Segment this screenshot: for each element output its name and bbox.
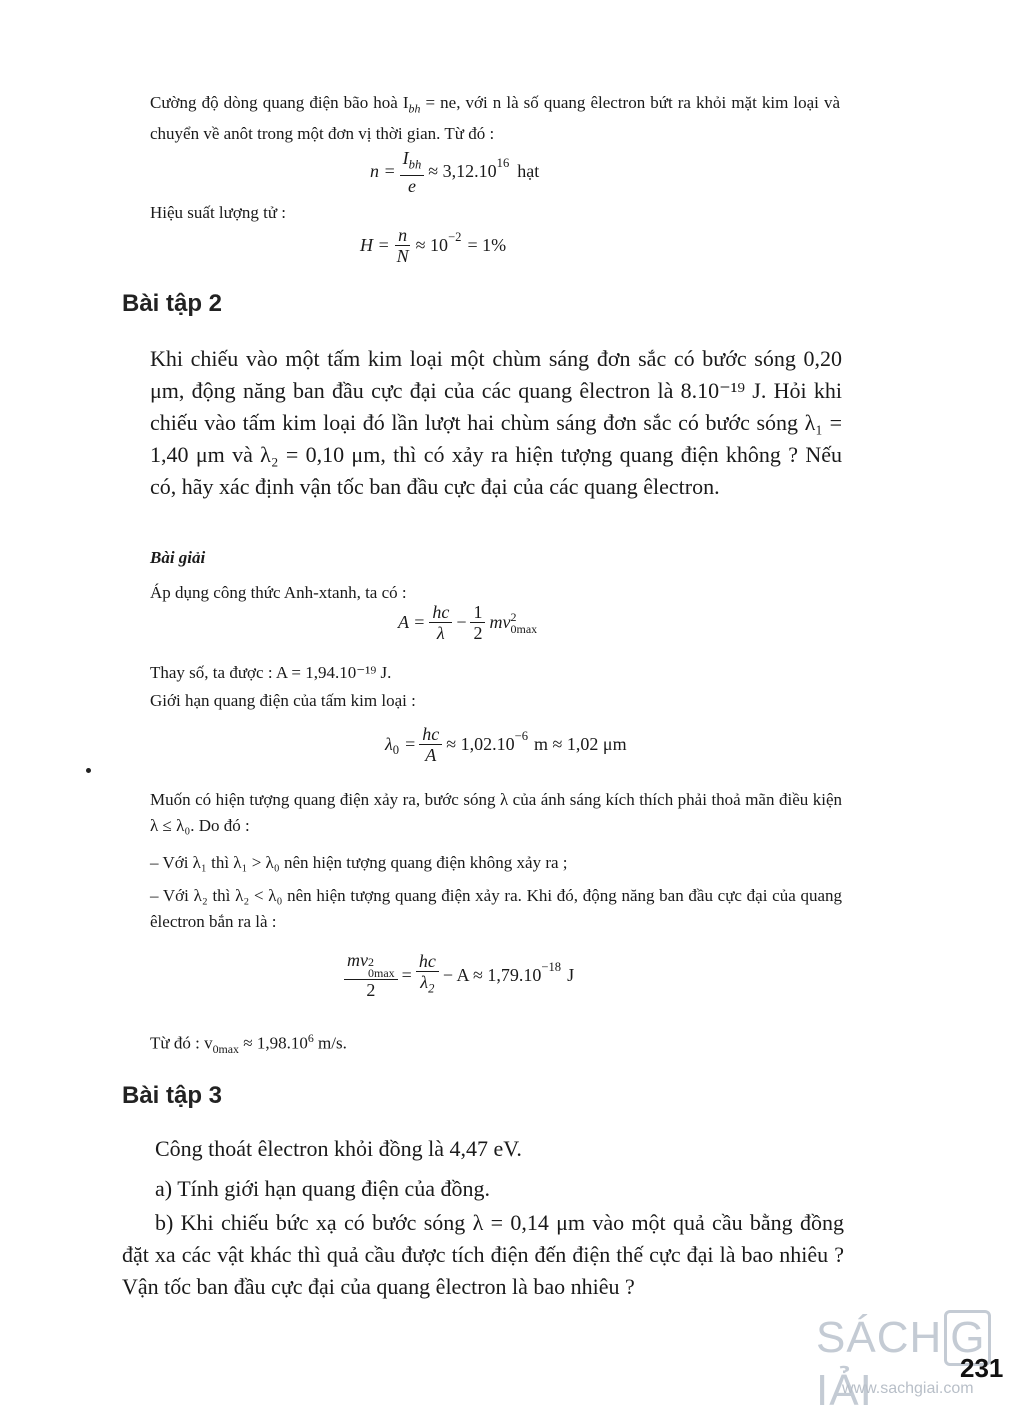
logo-box-letter: G bbox=[944, 1310, 991, 1366]
intro-text: Cường độ dòng quang điện bão hoà I bbox=[150, 93, 409, 112]
formula-einstein bbox=[398, 602, 537, 643]
solution-velocity bbox=[150, 1025, 347, 1062]
velocity-sup: 6 bbox=[307, 1031, 314, 1045]
formula-einstein-tail: mv bbox=[489, 612, 511, 632]
formula-einstein-frac1 bbox=[429, 602, 452, 643]
formula-threshold-rhs: ≈ 1,02.10 bbox=[446, 734, 515, 754]
formula-kinetic-eq: = bbox=[401, 964, 412, 985]
formula-kinetic-rhs: − A ≈ 1,79.10 bbox=[442, 964, 542, 985]
formula-n-num-sub: bh bbox=[408, 157, 422, 172]
formula-kinetic-frac2 bbox=[416, 951, 439, 999]
efficiency-label: Hiệu suất lượng tử : bbox=[150, 203, 287, 222]
formula-threshold-lhs-sub: 0 bbox=[392, 743, 400, 757]
formula-h-den: N bbox=[396, 246, 409, 266]
formula-n-lhs: n = bbox=[370, 161, 396, 182]
solution-case-2: – Với λ₂ thì λ₂ < λ₀ nên hiện tượng quang điện xảy ra. Khi đó, động năng ban đầu cực đại của quang êlectron bắn ra là : bbox=[150, 886, 842, 931]
watermark-url: www.sachgiai.com bbox=[842, 1380, 974, 1397]
formula-threshold-eq: = bbox=[405, 734, 416, 754]
velocity-value: ≈ 1,98.10 bbox=[239, 1033, 308, 1053]
formula-threshold-sup: −6 bbox=[514, 729, 529, 743]
intro-paragraph bbox=[150, 90, 840, 147]
formula-einstein-den1: λ bbox=[436, 623, 445, 643]
formula-n-unit: hạt bbox=[517, 161, 540, 182]
formula-einstein-num1: hc bbox=[429, 602, 452, 623]
velocity-text: Từ đó : v bbox=[150, 1033, 213, 1053]
page-number: 231 bbox=[960, 1353, 1004, 1383]
formula-threshold-fraction bbox=[419, 724, 442, 765]
intro-text-rest: = ne, với n là số quang êlectron bứt ra khỏi mặt kim loại và chuyển về anôt trong một đơn vị thời gian. Từ đó : bbox=[150, 93, 840, 144]
solution-einstein-text: Áp dụng công thức Anh-xtanh, ta có : bbox=[150, 583, 407, 602]
formula-h-lhs: H = bbox=[360, 235, 390, 255]
formula-n-sup: 16 bbox=[496, 156, 510, 171]
exercise-2-text: Khi chiếu vào một tấm kim loại một chùm sáng đơn sắc có bước sóng 0,20 μm, động năng ban đầu cực đại của các quang êlectron là 8.10⁻¹⁹ J. Hỏi khi chiếu vào tấm kim loại đó lần lượt hai chùm sáng đơn sắc có bước sóng λ₁ = 1,40 μm và λ₂ = 0,10 μm, thì có xảy ra hiện tượng quang điện không ? Nếu có, hãy xác định vận tốc ban đầu cực đại của các quang êlectron. bbox=[150, 346, 842, 499]
formula-threshold-num: hc bbox=[419, 724, 442, 745]
formula-einstein-tail-sup: 2 bbox=[510, 609, 517, 624]
logo-text-right: IẢI bbox=[816, 1366, 873, 1415]
solution-case-1: – Với λ₁ thì λ₁ > λ₀ nên hiện tượng quang điện không xảy ra ; bbox=[150, 853, 568, 872]
exercise-3-part-a: a) Tính giới hạn quang điện của đồng. bbox=[155, 1176, 491, 1201]
formula-kinetic-frac1 bbox=[344, 950, 398, 1000]
formula-n-den: e bbox=[407, 175, 416, 196]
formula-h-rhs: ≈ 10 bbox=[415, 235, 449, 255]
formula-threshold-lhs: λ bbox=[385, 734, 393, 754]
formula-kinetic-num1-sub: 0max bbox=[368, 966, 395, 980]
formula-n bbox=[370, 148, 539, 196]
exercise-3-part-b: b) Khi chiếu bức xạ có bước sóng λ = 0,14 μm vào một quả cầu bằng đồng đặt xa các vật khác thì quả cầu được tích điện đến điện thế cực đại là bao nhiêu ? Vận tốc ban đầu cực đại của quang êlectron là bao nhiêu ? bbox=[122, 1210, 844, 1299]
formula-kinetic-den2: λ bbox=[420, 972, 429, 993]
formula-threshold bbox=[385, 724, 627, 765]
formula-einstein-num2: 1 bbox=[470, 602, 485, 623]
formula-n-num: I bbox=[402, 148, 409, 168]
exercise-3-intro: Công thoát êlectron khỏi đồng là 4,47 eV. bbox=[155, 1136, 522, 1161]
formula-kinetic-num1: mv bbox=[347, 950, 368, 970]
formula-h-num: n bbox=[395, 225, 410, 246]
formula-threshold-rest: m ≈ 1,02 μm bbox=[534, 734, 627, 754]
formula-n-rhs: ≈ 3,12.10 bbox=[428, 161, 497, 182]
formula-h-fraction bbox=[394, 225, 412, 266]
solution-threshold-label: Giới hạn quang điện của tấm kim loại : bbox=[150, 691, 416, 710]
formula-kinetic-unit: J bbox=[567, 964, 575, 985]
velocity-unit: m/s. bbox=[313, 1033, 347, 1053]
intro-sub: bh bbox=[408, 101, 421, 116]
formula-n-fraction bbox=[400, 148, 425, 196]
velocity-sub: 0max bbox=[212, 1042, 239, 1057]
formula-einstein-frac2 bbox=[470, 602, 485, 643]
formula-kinetic-num2: hc bbox=[416, 951, 439, 972]
formula-kinetic-sup: −18 bbox=[541, 959, 562, 974]
formula-h-rest: = 1% bbox=[467, 235, 507, 255]
formula-kinetic-den1: 2 bbox=[366, 980, 376, 1000]
formula-kinetic bbox=[340, 950, 574, 1000]
solution-label: Bài giải bbox=[150, 548, 206, 567]
formula-threshold-den: A bbox=[425, 745, 437, 765]
formula-h bbox=[360, 225, 506, 266]
logo-text-left: SÁCH bbox=[816, 1313, 943, 1362]
formula-einstein-minus: − bbox=[456, 612, 467, 632]
formula-einstein-den2: 2 bbox=[473, 623, 483, 643]
formula-einstein-tail-sub: 0max bbox=[510, 621, 538, 636]
solution-condition-text: Muốn có hiện tượng quang điện xảy ra, bước sóng λ của ánh sáng kích thích phải thoả mãn điều kiện λ ≤ λ₀. Do đó : bbox=[150, 790, 842, 835]
heading-exercise-3: Bài tập 3 bbox=[122, 1082, 223, 1109]
formula-h-sup: −2 bbox=[448, 230, 462, 244]
formula-kinetic-den2-sub: 2 bbox=[428, 981, 435, 996]
margin-dot bbox=[86, 768, 91, 773]
solution-substitute-text: Thay số, ta được : A = 1,94.10⁻¹⁹ J. bbox=[150, 663, 392, 682]
heading-exercise-2: Bài tập 2 bbox=[122, 290, 223, 317]
formula-einstein-lhs: A = bbox=[398, 612, 426, 632]
formula-kinetic-num1-sup: 2 bbox=[368, 955, 374, 969]
